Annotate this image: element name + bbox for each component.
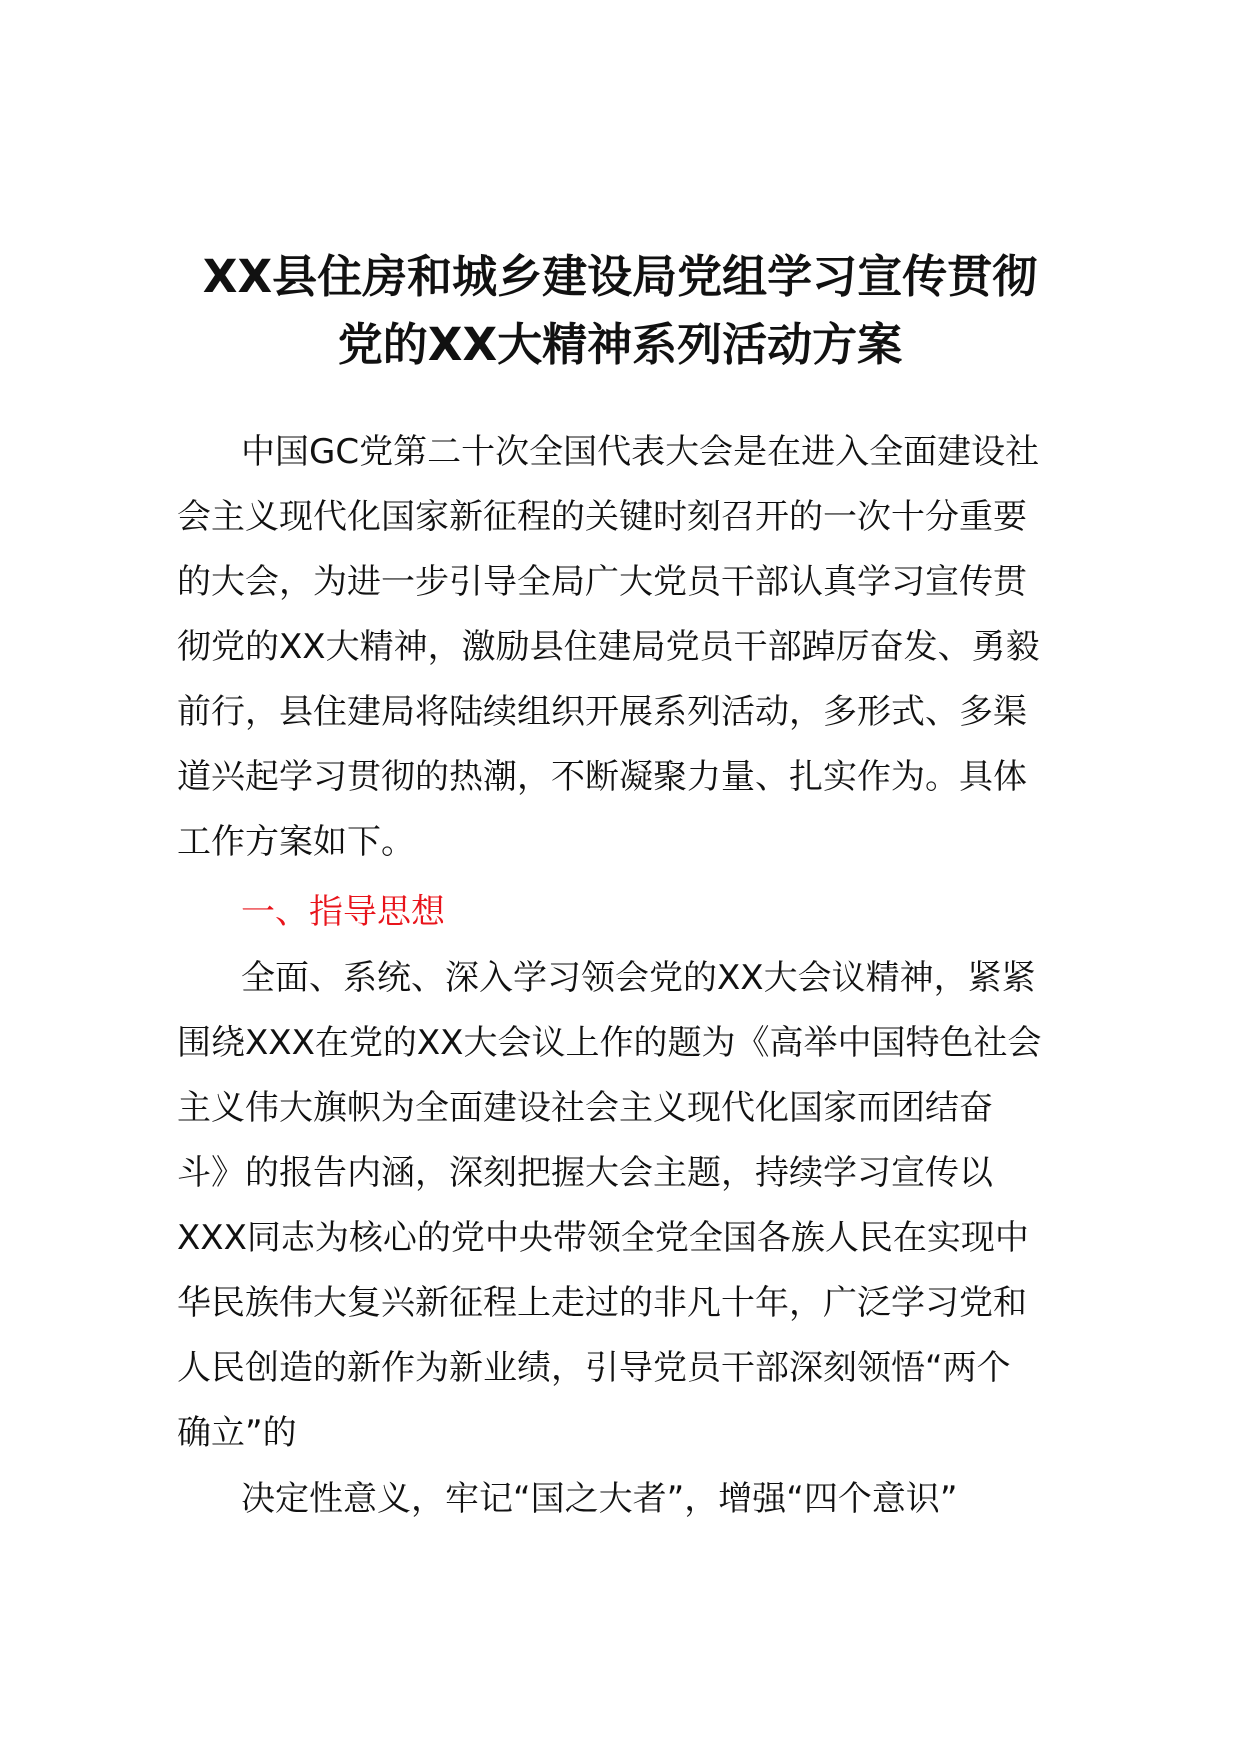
intro-line: 前行，县住建局将陆续组织开展系列活动，多形式、多渠 [177,692,1027,732]
title-line-1: XX县住房和城乡建设局党组学习宣传贯彻 [202,250,1038,303]
intro-paragraph [177,420,1097,875]
intro-line: 会主义现代化国家新征程的关键时刻召开的一次十分重要 [177,497,1027,537]
section1-line: 华民族伟大复兴新征程上走过的非凡十年，广泛学习党和 [177,1283,1027,1323]
section-heading-guiding-thought: 一、指导思想 [241,892,445,932]
section1-line: 全面、系统、深入学习领会党的XX大会议精神，紧紧 [241,958,1036,998]
section1-paragraph [177,946,1097,1466]
intro-line: 中国GC党第二十次全国代表大会是在进入全面建设社 [241,432,1040,472]
section1-line: 围绕XXX在党的XX大会议上作的题为《高举中国特色社会 [177,1023,1042,1063]
intro-line: 工作方案如下。 [177,822,415,862]
section1-line: 人民创造的新作为新业绩，引导党员干部深刻领悟“两个 [177,1348,1011,1388]
intro-line: 彻党的XX大精神，激励县住建局党员干部踔厉奋发、勇毅 [177,627,1040,667]
section1-line: 主义伟大旗帜为全面建设社会主义现代化国家而团结奋 [177,1088,993,1128]
intro-line: 的大会，为进一步引导全局广大党员干部认真学习宣传贯 [177,562,1027,602]
title-line-2: 党的XX大精神系列活动方案 [337,318,903,371]
intro-line: 道兴起学习贯彻的热潮，不断凝聚力量、扎实作为。具体 [177,757,1027,797]
section1-line: 确立”的 [177,1413,297,1453]
document-title [160,243,1080,379]
section1-line: XXX同志为核心的党中央带领全党全国各族人民在实现中 [177,1218,1029,1258]
section1-line: 斗》的报告内涵，深刻把握大会主题，持续学习宣传以 [177,1153,993,1193]
section1-continued-line: 决定性意义，牢记“国之大者”，增强“四个意识” [241,1479,958,1519]
section1-continued-paragraph [177,1467,1097,1532]
